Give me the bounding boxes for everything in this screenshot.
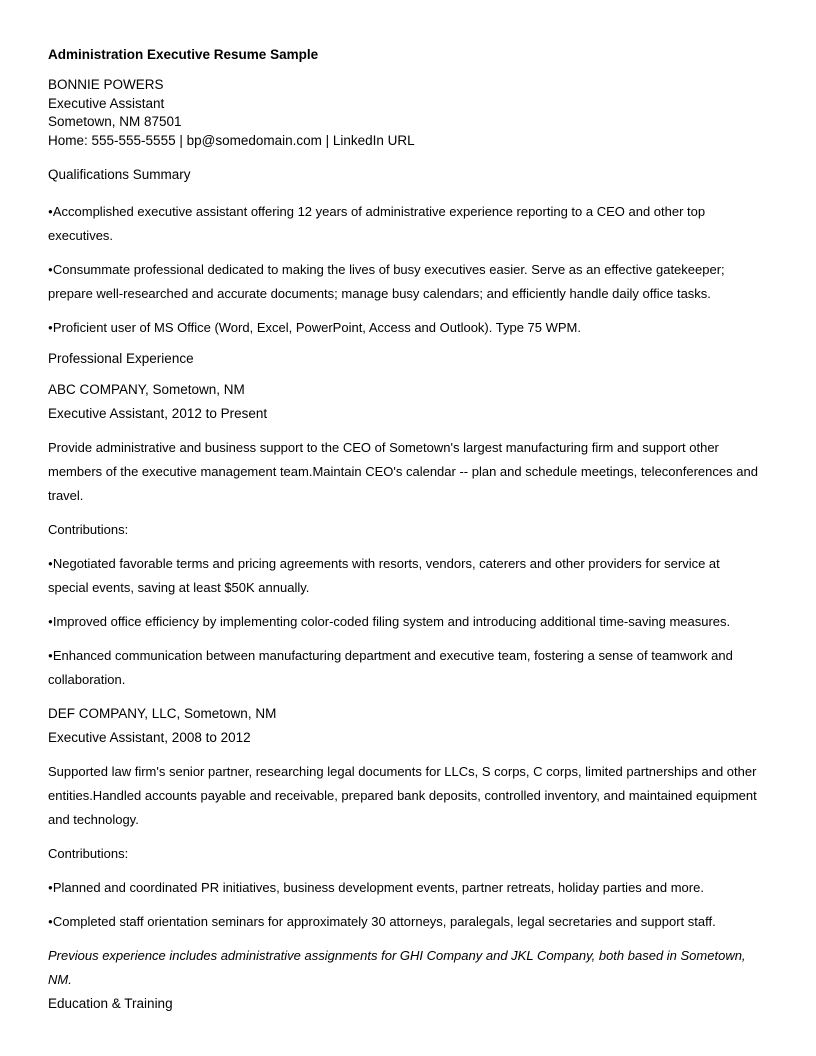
qualification-bullet-text: Consummate professional dedicated to making the lives of busy executives easier. Serve as an effective gatekeeper; prepare well-researched and accurate documents; manage busy calendars; and efficiently handle daily office tasks. (48, 262, 725, 301)
job-description: Supported law firm's senior partner, researching legal documents for LLCs, S corps, C corps, limited partnerships and other entities.Handled accounts payable and receivable, prepared bank deposits, controlled inventory, and maintained equipment and technology. (48, 764, 757, 827)
contributions-label: Contributions: (48, 846, 129, 861)
candidate-contact-details: Home: 555-555-5555 | bp@somedomain.com | LinkedIn URL (48, 132, 415, 148)
contribution-bullet (48, 910, 760, 934)
contribution-bullet (48, 644, 760, 692)
job-company: ABC COMPANY, Sometown, NM (48, 382, 245, 397)
qualification-bullet (48, 258, 760, 306)
job-header (48, 378, 760, 426)
contribution-bullet-text: Improved office efficiency by implementing color-coded filing system and introducing additional time-saving measures. (52, 614, 731, 629)
candidate-position: Executive Assistant (48, 95, 165, 111)
job-header (48, 702, 760, 750)
previous-experience-note: Previous experience includes administrative assignments for GHI Company and JKL Company, both based in Sometown, NM. (48, 948, 746, 987)
contribution-bullet (48, 552, 760, 600)
candidate-location: Sometown, NM 87501 (48, 114, 182, 129)
contributions-label: Contributions: (48, 522, 129, 537)
job-company: DEF COMPANY, LLC, Sometown, NM (48, 706, 277, 721)
contribution-bullet (48, 610, 760, 634)
qualification-bullet-text: Accomplished executive assistant offering 12 years of administrative experience reporting to a CEO and other top executives. (48, 204, 706, 243)
contribution-bullet (48, 876, 760, 900)
qualifications-heading: Qualifications Summary (48, 167, 191, 182)
job-role: Executive Assistant, 2008 to 2012 (48, 730, 251, 745)
contribution-bullet-text: Completed staff orientation seminars for approximately 30 attorneys, paralegals, legal secretaries and support staff. (52, 914, 716, 929)
document-title: Administration Executive Resume Sample (48, 47, 319, 62)
experience-heading: Professional Experience (48, 351, 194, 366)
contribution-bullet-text: Planned and coordinated PR initiatives, business development events, partner retreats, holiday parties and more. (52, 880, 704, 895)
qualification-bullet-text: Proficient user of MS Office (Word, Excel, PowerPoint, Access and Outlook). Type 75 WPM. (52, 320, 582, 335)
job-description: Provide administrative and business support to the CEO of Sometown's largest manufacturing firm and support other members of the executive management team.Maintain CEO's calendar -- plan and schedule meetings, teleconferences and travel. (48, 440, 758, 503)
education-heading: Education & Training (48, 996, 173, 1011)
qualification-bullet (48, 200, 760, 248)
contribution-bullet-text: Negotiated favorable terms and pricing agreements with resorts, vendors, caterers and other providers for service at special events, saving at least $50K annually. (48, 556, 720, 595)
contribution-bullet-text: Enhanced communication between manufacturing department and executive team, fostering a sense of teamwork and collaboration. (48, 648, 733, 687)
candidate-name: BONNIE POWERS (48, 77, 164, 92)
resume-page (48, 46, 760, 1016)
job-role: Executive Assistant, 2012 to Present (48, 406, 268, 421)
qualification-bullet (48, 316, 760, 340)
contact-block (48, 76, 760, 150)
